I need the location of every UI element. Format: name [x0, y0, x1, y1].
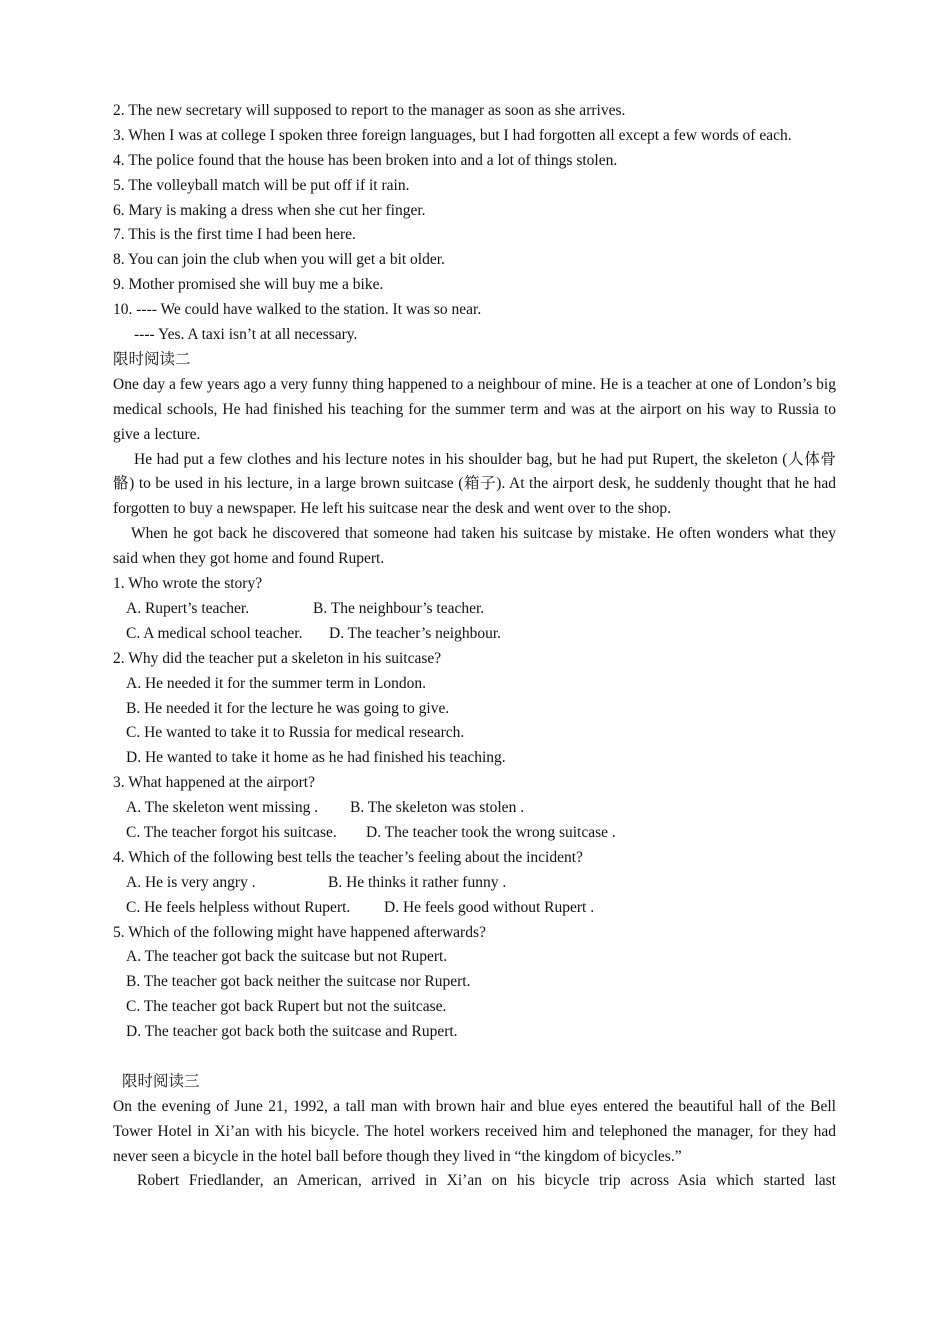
option-c: C. The teacher forgot his suitcase. [126, 823, 337, 841]
option-d: D. The teacher took the wrong suitcase . [366, 823, 616, 841]
option-b: B. He thinks it rather funny . [328, 873, 507, 891]
option-b: B. The neighbour’s teacher. [313, 599, 485, 617]
question-2-stem: 2. Why did the teacher put a skeleton in his suitcase? [113, 649, 442, 667]
question-3-stem: 3. What happened at the airport? [113, 774, 315, 792]
option-d: D. The teacher’s neighbour. [329, 624, 502, 642]
reading-3-paragraph-2: Robert Friedlander, an American, arrived in Xi’an on his bicycle trip across Asia which started last [137, 1172, 836, 1190]
option-b: B. The skeleton was stolen . [350, 799, 525, 817]
section-heading-reading-2: 限时阅读二 [113, 350, 191, 368]
error-sentence-7: 7. This is the first time I had been here. [113, 226, 356, 244]
reading-2-paragraph-2: He had put a few clothes and his lecture notes in his shoulder bag, but he had put Rupert, the skeleton (人体骨骼) to be used in his lecture, in a large brown suitcase (箱子). At the airport desk, he suddenly thought that he had forgotten to buy a newspaper. He left his suitcase near the desk and went over to the shop. [113, 450, 836, 518]
blank-line [113, 1045, 836, 1070]
question-2-option-d: D. He wanted to take it home as he had finished his teaching. [126, 749, 506, 767]
error-sentence-9: 9. Mother promised she will buy me a bike. [113, 276, 384, 294]
option-c: C. He feels helpless without Rupert. [126, 898, 351, 916]
option-c: C. A medical school teacher. [126, 624, 303, 642]
question-3-options-row-1 [113, 796, 836, 821]
reading-2-paragraph-3: When he got back he discovered that someone had taken his suitcase by mistake. He often wonders what they said when they got home and found Rupert. [113, 525, 836, 568]
question-1-options-row-2 [113, 622, 836, 647]
question-3-options-row-2 [113, 821, 836, 846]
reading-2-paragraph-1: One day a few years ago a very funny thing happened to a neighbour of mine. He is a teacher at one of London’s big medical schools, He had finished his teaching for the summer term and was at the airport on his way to Russia to give a lecture. [113, 375, 836, 443]
question-4-options-row-2 [113, 896, 836, 921]
question-2-option-a: A. He needed it for the summer term in London. [126, 674, 427, 692]
question-5-option-d: D. The teacher got back both the suitcase and Rupert. [126, 1023, 458, 1041]
option-a: A. He is very angry . [126, 873, 256, 891]
error-sentence-10-reply: ---- Yes. A taxi isn’t at all necessary. [134, 326, 358, 344]
question-5-option-b: B. The teacher got back neither the suitcase nor Rupert. [126, 973, 471, 991]
option-a: A. Rupert’s teacher. [126, 599, 250, 617]
document-page [113, 99, 836, 1194]
option-d: D. He feels good without Rupert . [384, 898, 595, 916]
error-sentence-10: 10. ---- We could have walked to the station. It was so near. [113, 301, 482, 319]
error-sentence-3: 3. When I was at college I spoken three foreign languages, but I had forgotten all except a few words of each. [113, 126, 792, 144]
question-4-options-row-1 [113, 871, 836, 896]
option-a: A. The skeleton went missing . [126, 799, 319, 817]
error-sentence-2: 2. The new secretary will supposed to report to the manager as soon as she arrives. [113, 102, 626, 119]
question-5-stem: 5. Which of the following might have happened afterwards? [113, 923, 486, 941]
error-sentence-8: 8. You can join the club when you will get a bit older. [113, 251, 445, 269]
question-2-option-c: C. He wanted to take it to Russia for medical research. [126, 724, 465, 742]
error-sentence-5: 5. The volleyball match will be put off if it rain. [113, 176, 410, 194]
error-sentence-6: 6. Mary is making a dress when she cut her finger. [113, 201, 426, 219]
question-5-option-c: C. The teacher got back Rupert but not the suitcase. [126, 998, 447, 1016]
question-4-stem: 4. Which of the following best tells the teacher’s feeling about the incident? [113, 848, 583, 866]
error-sentence-4: 4. The police found that the house has been broken into and a lot of things stolen. [113, 151, 618, 169]
question-2-option-b: B. He needed it for the lecture he was going to give. [126, 699, 450, 717]
question-5-option-a: A. The teacher got back the suitcase but not Rupert. [126, 948, 448, 966]
section-heading-reading-3: 限时阅读三 [122, 1072, 200, 1090]
question-1-stem: 1. Who wrote the story? [113, 575, 263, 593]
reading-3-paragraph-1: On the evening of June 21, 1992, a tall man with brown hair and blue eyes entered the beautiful hall of the Bell Tower Hotel in Xi’an with his bicycle. The hotel workers received him and telephoned the manager, for they had never seen a bicycle in the hotel ball before though they lived in “the kingdom of bicycles.” [113, 1097, 836, 1165]
question-1-options-row-1 [113, 597, 836, 622]
